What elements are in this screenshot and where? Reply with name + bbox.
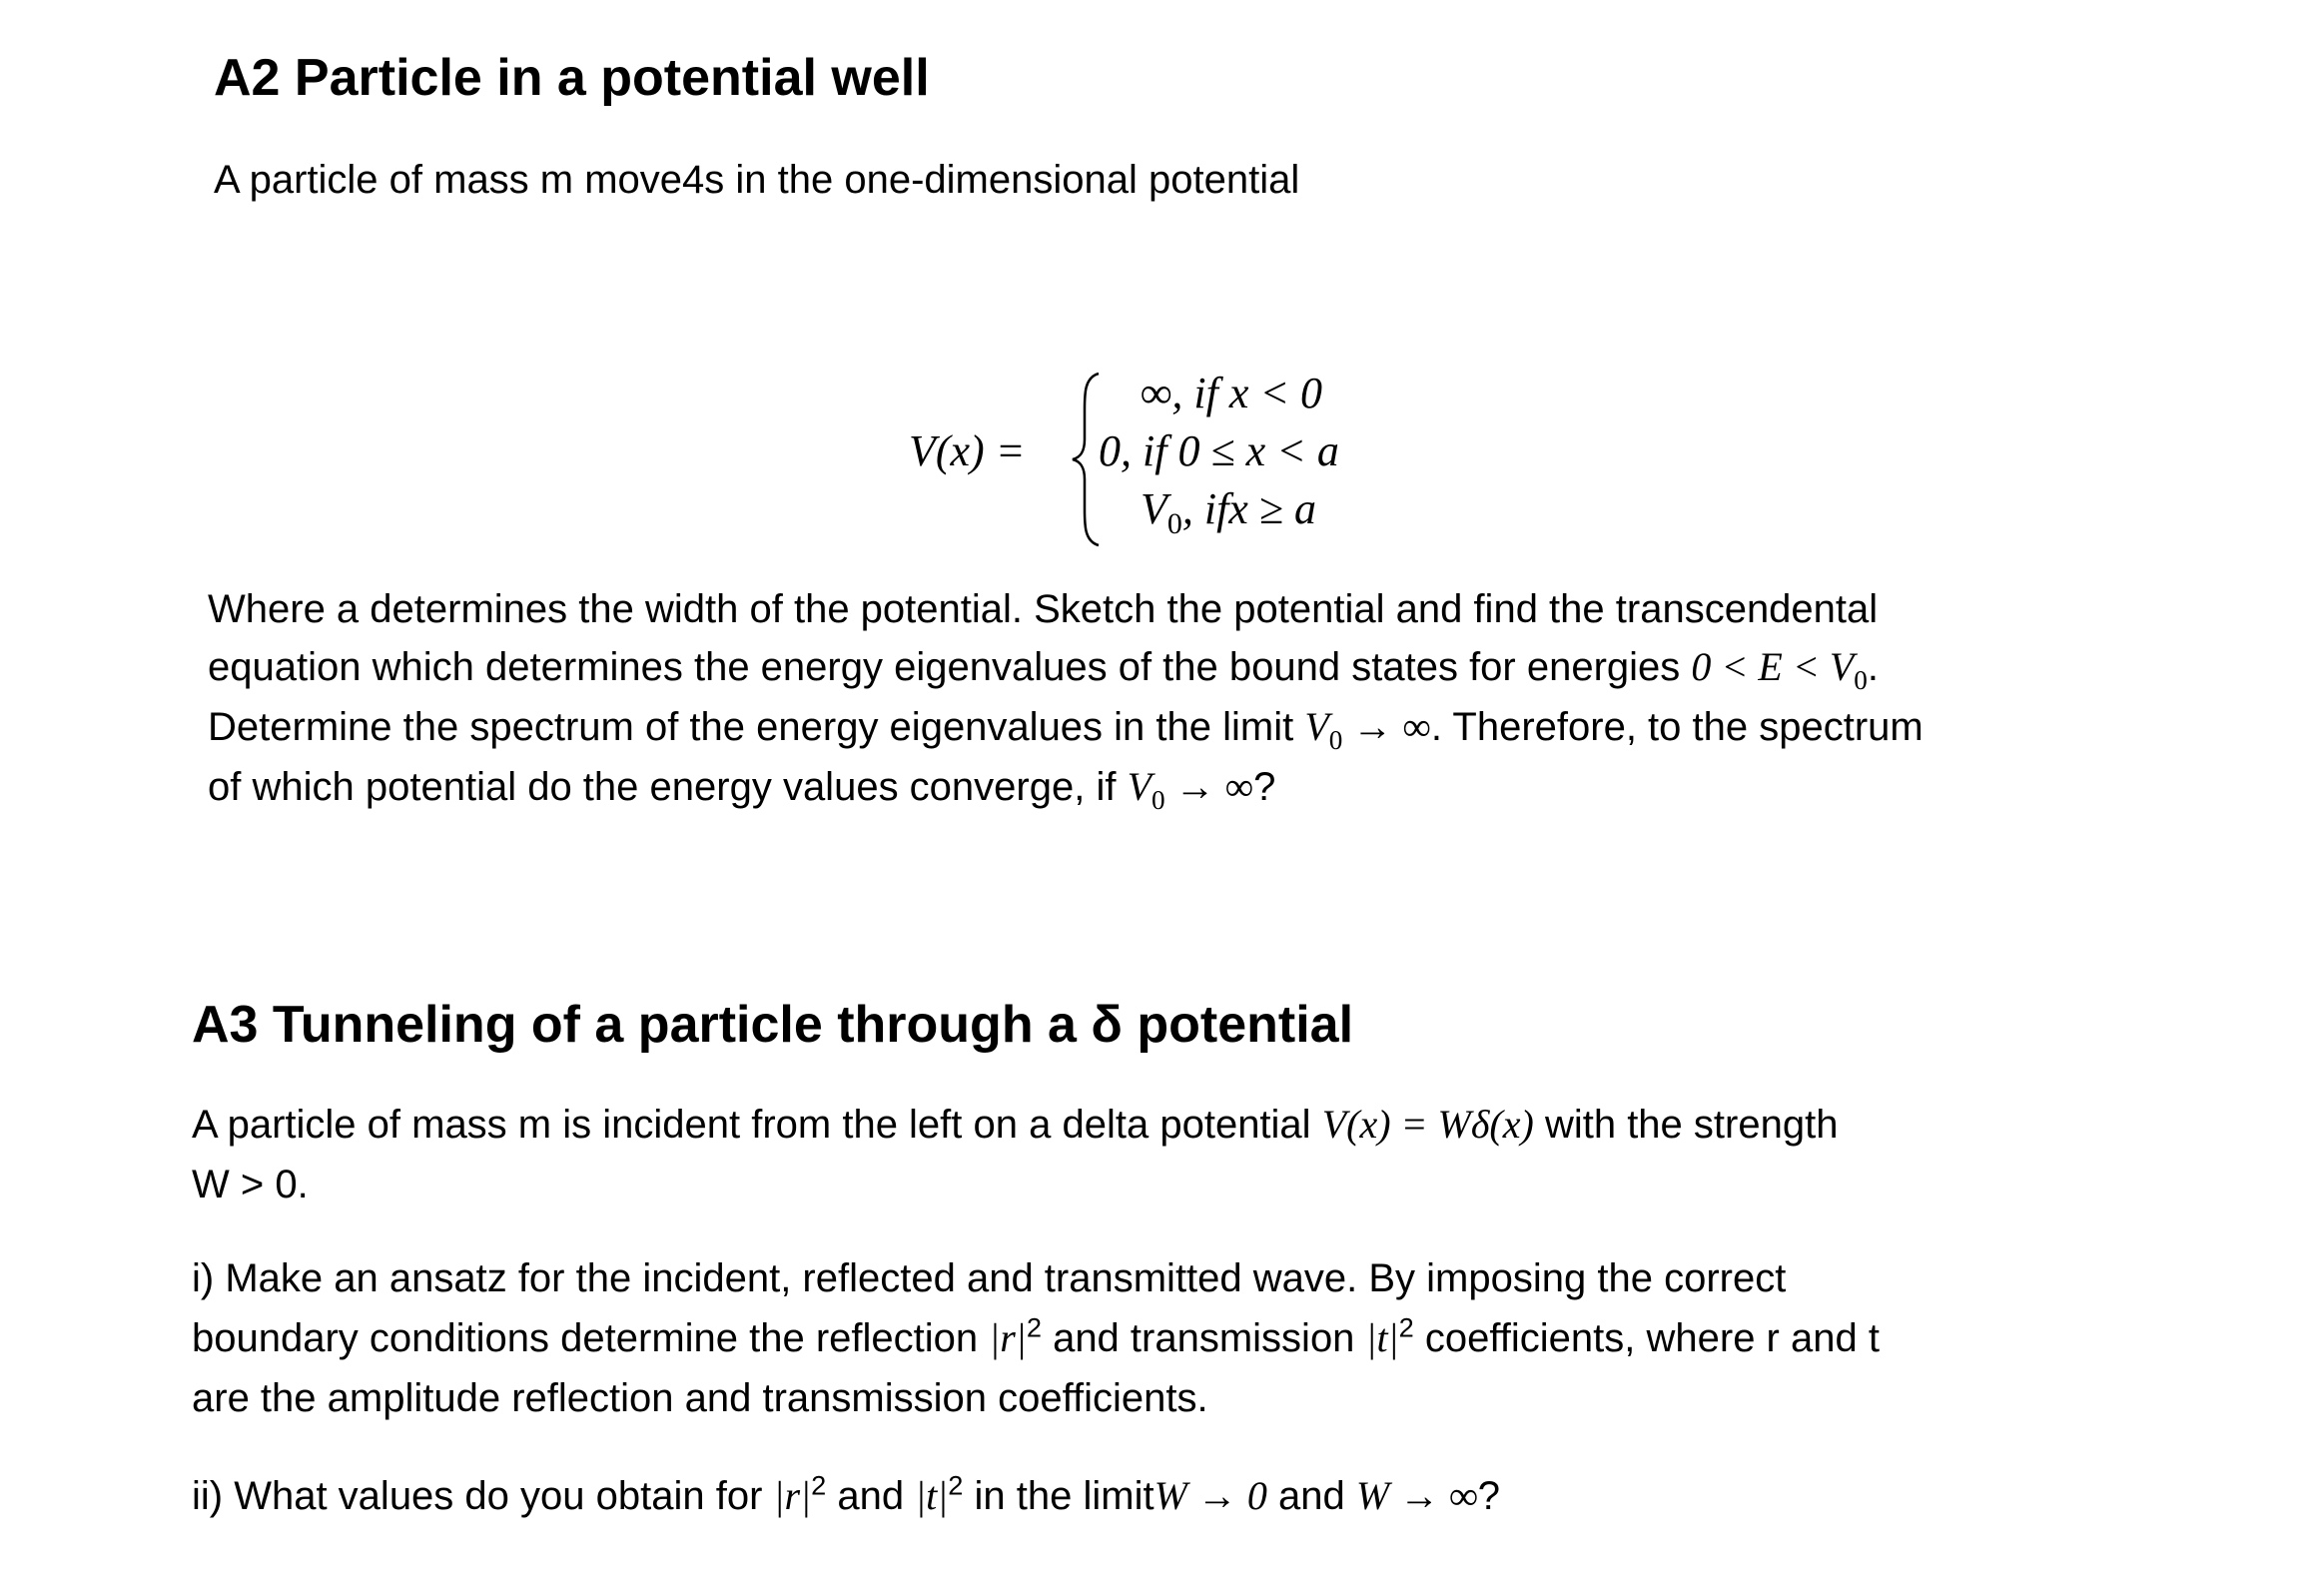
a2-heading: A2 Particle in a potential well	[214, 49, 930, 107]
a3-intro-line-1: A particle of mass m is incident from the left on a delta potential V(x) = Wδ(x) with the strength	[192, 1102, 1839, 1147]
a2-paragraph-line-2: equation which determines the energy eigenvalues of the bound states for energies $0 < E < V_0$.	[208, 644, 1879, 695]
equation-case-1: ∞, if x < 0	[1141, 369, 1323, 417]
a2-intro: A particle of mass m move4s in the one-dimensional potential	[214, 158, 1300, 202]
a3-part-i-line-3: are the amplitude reflection and transmission coefficients.	[192, 1376, 1208, 1420]
a3-heading: A3 Tunneling of a particle through a δ potential	[192, 996, 1354, 1054]
a3-intro-line-2: W > 0.	[192, 1163, 309, 1206]
a2-paragraph-line-3: Determine the spectrum of the energy eigenvalues in the limit $V_0$ → ∞. Therefore, to the spectrum	[208, 704, 1923, 755]
potential-equation	[909, 360, 1408, 549]
a2-paragraph-line-1: Where a determines the width of the potential. Sketch the potential and find the transcendental	[208, 587, 1879, 631]
a3-part-i-line-2: boundary conditions determine the reflection $|r|^2$ and transmission $|t|^2$ coefficients, where r and t	[192, 1311, 1880, 1360]
a3-part-i-line-1: i) Make an ansatz for the incident, reflected and transmitted wave. By imposing the correct	[192, 1256, 1787, 1300]
a2-paragraph-line-4: of which potential do the energy values converge, if $V_0$ → ∞?	[208, 764, 1276, 815]
equation-case-2: 0, if 0 ≤ x < a	[1099, 426, 1339, 475]
equation-case-3: $V_0$, ifx ≥ a	[1141, 484, 1316, 540]
equation-lhs: V(x) =	[909, 426, 1026, 475]
a3-part-ii: ii) What values do you obtain for $|r|^2$ and $|t|^2$ in the limitW → 0 and W → ∞?	[192, 1469, 1500, 1518]
